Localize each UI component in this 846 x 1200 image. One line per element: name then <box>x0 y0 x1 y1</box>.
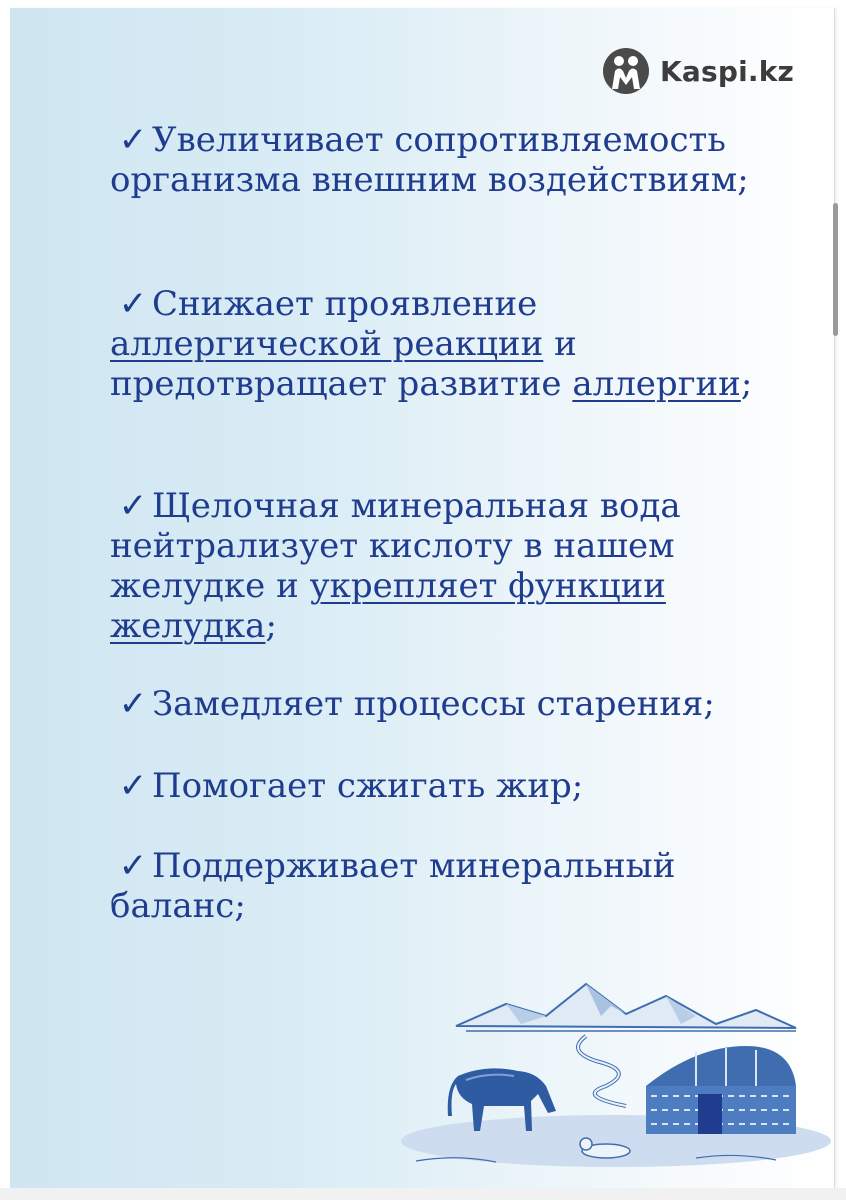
list-item <box>110 120 770 200</box>
page-bottom-strip <box>0 1188 846 1200</box>
scrollbar-thumb[interactable] <box>833 203 838 336</box>
check-icon: ✓ <box>118 846 148 886</box>
check-icon: ✓ <box>118 284 148 324</box>
check-icon: ✓ <box>118 684 148 724</box>
river-icon <box>578 1036 626 1106</box>
check-icon: ✓ <box>118 766 148 806</box>
steppe-illustration <box>396 976 835 1176</box>
item-text: Помогает сжигать жир; <box>152 766 584 806</box>
yurt-icon <box>646 1046 796 1134</box>
kaspi-logo-icon <box>602 47 650 95</box>
item-text: ; <box>740 364 753 404</box>
item-text: Увеличивает сопротивляемость организма внешним воздействиям; <box>110 120 749 200</box>
item-text: ; <box>265 606 277 646</box>
kaspi-watermark <box>602 48 794 94</box>
item-text: Замедляет процессы старения; <box>152 684 715 724</box>
item-text: и предотвращает развитие <box>110 324 577 404</box>
underlined-link[interactable]: аллергической реакции <box>110 324 544 364</box>
check-icon: ✓ <box>118 486 148 526</box>
item-text: Щелочная минеральная вода нейтрализует кислоту в нашем желудке и <box>110 486 681 606</box>
item-text: Поддерживает минеральный баланс; <box>110 846 676 926</box>
list-item <box>110 284 770 404</box>
list-item <box>110 684 715 724</box>
list-item <box>110 846 770 926</box>
underlined-link[interactable]: укрепляет функции желудка <box>110 566 666 646</box>
list-item <box>110 766 583 806</box>
item-text: Снижает проявление <box>152 284 538 324</box>
document-page <box>10 8 835 1188</box>
underlined-link[interactable]: аллергии <box>572 364 741 404</box>
list-item <box>110 486 770 646</box>
mountains-icon <box>456 984 796 1031</box>
watermark-text: Kaspi.kz <box>660 54 795 88</box>
check-icon: ✓ <box>118 120 148 160</box>
